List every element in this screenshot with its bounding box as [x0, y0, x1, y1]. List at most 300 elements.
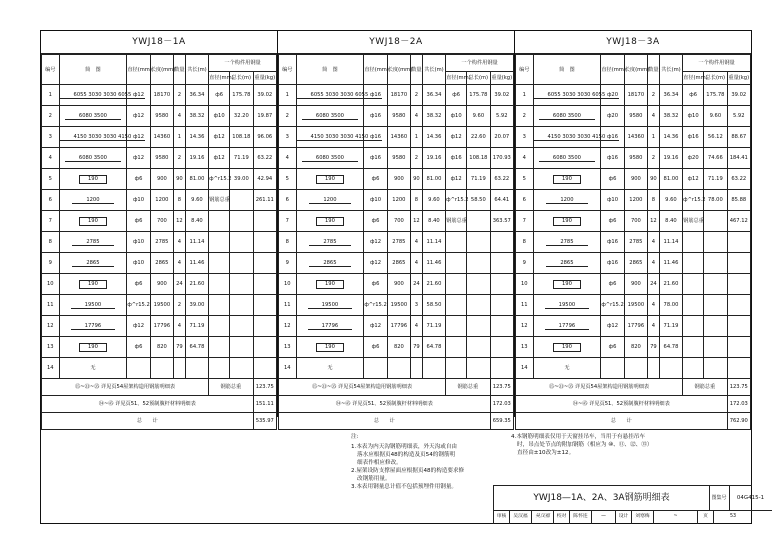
panel-title: YWJ18－2A: [278, 31, 514, 54]
rebar-sketch: 4150 3030 3030 4150: [297, 134, 383, 141]
cell-group-len: 71.19: [230, 148, 253, 169]
cell-sketch: [533, 316, 601, 337]
col-header: 长度(mm): [387, 55, 410, 85]
cell-group-dia: [209, 253, 230, 274]
rebar-sketch: 190: [553, 280, 581, 289]
foot-label: 钢筋总重: [446, 379, 490, 396]
cell-group-len: 9.60: [467, 106, 490, 127]
note-line: 时，吊点处节点的附加钢筋（相应为 ⑩、⑪、⑫、⑬）: [517, 442, 653, 448]
rebar-sketch: 2785: [72, 239, 113, 246]
cell-group-len: 32.20: [230, 106, 253, 127]
rebar-sketch: 2865: [309, 260, 350, 267]
cell-group-len: [467, 211, 490, 232]
cell-len: 900: [387, 169, 410, 190]
cell-sketch: [59, 253, 127, 274]
sig-name: 刘寒梅: [632, 510, 654, 524]
table-row: [516, 274, 751, 295]
rebar-sketch: 2865: [546, 260, 587, 267]
cell-len: 9580: [624, 148, 647, 169]
rebar-sketch: 190: [79, 217, 107, 226]
cell-sketch: [296, 169, 364, 190]
cell-len: 14360: [150, 127, 173, 148]
cell-no: 2: [516, 106, 534, 127]
cell-num: 4: [411, 253, 423, 274]
cell-group-wt: 20.07: [490, 127, 513, 148]
rebar-sketch: 6055 3030 3030 6055: [534, 92, 620, 99]
note-line: 3.本表用钢量总计值不包括预埋件用钢量。: [351, 484, 458, 490]
table-row: [516, 127, 751, 148]
cell-no: 13: [279, 337, 297, 358]
cell-group-dia: [209, 295, 230, 316]
cell-sketch: [59, 295, 127, 316]
note-line: 1.本表为内天沟钢筋明细表，外天沟或自由: [351, 444, 458, 450]
cell-group-dia: ф^r15.2: [209, 169, 230, 190]
cell-no: 5: [42, 169, 60, 190]
cell-group-dia: ф^r15.2: [683, 190, 704, 211]
rebar-sketch: 190: [316, 217, 344, 226]
cell-group-dia: [683, 316, 704, 337]
cell-dia: ф^r15.2: [601, 295, 624, 316]
cell-group-wt: [253, 316, 276, 337]
cell-group-len: 22.60: [467, 127, 490, 148]
cell-num: 4: [648, 316, 660, 337]
note-line: 直径由±10改为±12。: [517, 450, 575, 456]
col-header-group: 一个构件用钢量: [209, 55, 277, 72]
col-header: 长度(mm): [150, 55, 173, 85]
cell-len: [150, 358, 173, 379]
total-value: 659.35: [490, 413, 513, 430]
table-row: [42, 337, 277, 358]
cell-group-dia: [209, 337, 230, 358]
cell-sketch: [59, 169, 127, 190]
cell-group-dia: 钢筋总重: [209, 190, 230, 211]
rebar-sketch: 190: [553, 217, 581, 226]
col-header: 数量: [411, 55, 423, 85]
table-row: [42, 190, 277, 211]
col-header: 共长(m): [422, 55, 445, 85]
cell-no: 13: [516, 337, 534, 358]
cell-group-len: [467, 232, 490, 253]
cell-no: 13: [42, 337, 60, 358]
total-label: 总 计: [42, 413, 254, 430]
cell-no: 1: [42, 85, 60, 106]
cell-len: 1200: [624, 190, 647, 211]
cell-group-wt: 5.92: [490, 106, 513, 127]
cell-total: 64.78: [185, 337, 208, 358]
cell-num: 79: [174, 337, 186, 358]
sig-name: 陈怀连: [570, 510, 592, 524]
cell-no: 8: [279, 232, 297, 253]
page-number: 53: [729, 514, 737, 519]
table-row: [279, 106, 514, 127]
cell-group-wt: [490, 358, 513, 379]
cell-sketch: [59, 106, 127, 127]
rebar-sketch: 6055 3030 3030 6055: [60, 92, 146, 99]
rebar-sketch: 6080 3500: [65, 113, 121, 120]
col-header: 直径(mm): [209, 72, 230, 85]
cell-len: 700: [150, 211, 173, 232]
rebar-sketch: 190: [553, 343, 581, 352]
cell-len: 2785: [150, 232, 173, 253]
cell-group-len: 58.50: [467, 190, 490, 211]
cell-group-len: 175.78: [704, 85, 727, 106]
cell-num: 12: [411, 211, 423, 232]
cell-dia: ф12: [127, 148, 150, 169]
cell-group-wt: [490, 337, 513, 358]
cell-num: 4: [174, 106, 186, 127]
cell-group-dia: ф6: [446, 85, 467, 106]
cell-len: 17796: [387, 316, 410, 337]
cell-num: 4: [174, 316, 186, 337]
col-header: 直径(mm): [127, 55, 150, 85]
cell-sketch: [296, 274, 364, 295]
drawing-title: YWJ18—1A、2A、3A钢筋明细表: [494, 486, 710, 511]
note-line: 落水应根据页48的构造及页54的钢筋明: [357, 452, 456, 458]
table-row: [42, 295, 277, 316]
cell-group-len: 175.78: [467, 85, 490, 106]
cell-group-wt: 63.22: [490, 169, 513, 190]
cell-sketch: [59, 211, 127, 232]
cell-total: 71.19: [185, 316, 208, 337]
cell-dia: ф10: [364, 190, 387, 211]
cell-group-len: 175.78: [230, 85, 253, 106]
table-row: [516, 337, 751, 358]
cell-num: 4: [648, 295, 660, 316]
cell-num: [648, 358, 660, 379]
cell-total: 81.00: [185, 169, 208, 190]
cell-group-wt: 19.87: [253, 106, 276, 127]
note-line: 改钢筋用量。: [357, 476, 391, 482]
rebar-sketch: 17796: [308, 323, 353, 330]
table-row: [279, 253, 514, 274]
cell-group-dia: ф10: [209, 106, 230, 127]
cell-sketch: [533, 358, 601, 379]
cell-group-len: [467, 337, 490, 358]
cell-total: [659, 358, 682, 379]
cell-sketch: [296, 127, 369, 148]
col-header: 编号: [42, 55, 60, 85]
signature: ~: [654, 510, 698, 524]
cell-group-dia: ф12: [446, 169, 467, 190]
cell-dia: ф16: [601, 127, 624, 148]
table-row: [279, 169, 514, 190]
cell-group-dia: ф20: [683, 148, 704, 169]
cell-group-dia: [683, 295, 704, 316]
cell-group-dia: [209, 211, 230, 232]
cell-num: 2: [174, 148, 186, 169]
cell-num: 24: [648, 274, 660, 295]
cell-len: 2785: [624, 232, 647, 253]
cell-total: 38.32: [659, 106, 682, 127]
cell-group-len: 71.19: [467, 169, 490, 190]
table-row: [42, 211, 277, 232]
cell-group-wt: [727, 295, 750, 316]
cell-total: 81.00: [659, 169, 682, 190]
cell-len: 14360: [624, 127, 647, 148]
cell-group-wt: [727, 253, 750, 274]
table-row: [516, 190, 751, 211]
cell-no: 9: [42, 253, 60, 274]
col-header-group: 一个构件用钢量: [683, 55, 751, 72]
cell-dia: ф12: [127, 85, 150, 106]
cell-len: 19500: [387, 295, 410, 316]
cell-total: 9.60: [422, 190, 445, 211]
cell-group-len: [704, 295, 727, 316]
rebar-sketch: 无: [90, 365, 96, 371]
rebar-sketch: 4150 3030 3030 4150: [60, 134, 146, 141]
notes-heading: 注:: [351, 434, 359, 440]
cell-group-dia: [446, 337, 467, 358]
cell-total: 11.46: [659, 253, 682, 274]
cell-no: 5: [279, 169, 297, 190]
cell-group-wt: 170.93: [490, 148, 513, 169]
cell-sketch: [533, 253, 601, 274]
cell-total: 21.60: [422, 274, 445, 295]
cell-total: 11.14: [659, 232, 682, 253]
footnote-1: ⑮~㉝~㉟ 详见页54屋架构造用钢筋明细表: [42, 379, 209, 396]
cell-no: 12: [279, 316, 297, 337]
cell-len: 9580: [150, 106, 173, 127]
cell-total: 21.60: [185, 274, 208, 295]
cell-dia: [364, 358, 387, 379]
cell-dia: ф10: [601, 190, 624, 211]
table-row: [279, 190, 514, 211]
cell-num: 4: [411, 106, 423, 127]
cell-sketch: [296, 85, 369, 106]
cell-num: 1: [174, 127, 186, 148]
cell-group-len: [467, 295, 490, 316]
cell-total: 19.16: [659, 148, 682, 169]
col-header: 直径(mm): [446, 72, 467, 85]
table-row: [42, 106, 277, 127]
rebar-sketch: 1200: [309, 197, 350, 204]
cell-total: 58.50: [422, 295, 445, 316]
cell-group-wt: [253, 295, 276, 316]
cell-len: 2865: [624, 253, 647, 274]
cell-len: 18170: [387, 85, 410, 106]
cell-no: 14: [279, 358, 297, 379]
cell-group-dia: ф12: [209, 148, 230, 169]
cell-num: 12: [648, 211, 660, 232]
col-header: 简 图: [59, 55, 127, 85]
cell-group-wt: 63.22: [727, 169, 750, 190]
cell-group-len: [230, 211, 253, 232]
col-header: 编号: [279, 55, 297, 85]
table-row: [279, 148, 514, 169]
cell-no: 3: [516, 127, 534, 148]
cell-len: 900: [150, 274, 173, 295]
cell-num: 2: [411, 148, 423, 169]
cell-len: 820: [150, 337, 173, 358]
total-value: 535.97: [253, 413, 276, 430]
cell-sketch: [533, 337, 601, 358]
table-row: [279, 85, 514, 106]
cell-total: 9.60: [185, 190, 208, 211]
cell-len: 820: [387, 337, 410, 358]
cell-len: 19500: [150, 295, 173, 316]
cell-group-dia: [446, 232, 467, 253]
cell-dia: ф12: [364, 316, 387, 337]
foot-value: 123.75: [490, 379, 513, 396]
cell-sketch: [296, 337, 364, 358]
cell-group-len: [704, 232, 727, 253]
table-row: [516, 85, 751, 106]
table-row: [279, 295, 514, 316]
cell-group-dia: ф6: [683, 85, 704, 106]
cell-group-len: 56.12: [704, 127, 727, 148]
cell-no: 4: [516, 148, 534, 169]
footnote-1: ⑮~㉝~㉟ 详见页54屋架构造用钢筋明细表: [516, 379, 683, 396]
cell-total: 21.60: [659, 274, 682, 295]
cell-group-dia: ф10: [446, 106, 467, 127]
cell-no: 9: [279, 253, 297, 274]
cell-group-wt: [490, 232, 513, 253]
cell-num: 79: [411, 337, 423, 358]
note-line: 细表作相应修改。: [357, 460, 402, 466]
cell-num: 4: [174, 232, 186, 253]
atlas-number: 04G415-1: [729, 486, 772, 511]
foot-value: 172.03: [490, 396, 513, 413]
signature: 吴汉福: [532, 510, 554, 524]
cell-len: 900: [150, 169, 173, 190]
cell-dia: ф10: [127, 232, 150, 253]
table-row: [42, 85, 277, 106]
cell-dia: ф16: [364, 148, 387, 169]
col-header: 重量(kg): [727, 72, 750, 85]
cell-total: 8.40: [185, 211, 208, 232]
cell-group-dia: ф^r15.2: [446, 190, 467, 211]
cell-len: 700: [387, 211, 410, 232]
cell-group-dia: ф12: [209, 127, 230, 148]
cell-len: 900: [624, 169, 647, 190]
footnote-2: ㉞~㊺ 详见页51、52预制腹杆材料明细表: [42, 396, 254, 413]
panel-title: YWJ18－1A: [41, 31, 277, 54]
cell-group-wt: [727, 232, 750, 253]
cell-group-wt: [727, 316, 750, 337]
cell-len: 9580: [150, 148, 173, 169]
cell-total: [422, 358, 445, 379]
cell-sketch: [533, 85, 606, 106]
cell-no: 6: [279, 190, 297, 211]
table-row: [279, 274, 514, 295]
cell-no: 14: [42, 358, 60, 379]
cell-len: 2865: [150, 253, 173, 274]
cell-no: 10: [42, 274, 60, 295]
foot-value: 151.11: [253, 396, 276, 413]
rebar-sketch: 无: [564, 365, 570, 371]
cell-dia: ф10: [127, 253, 150, 274]
rebar-sketch: 17796: [71, 323, 116, 330]
cell-group-wt: 39.02: [253, 85, 276, 106]
cell-dia: ф6: [364, 169, 387, 190]
cell-total: 81.00: [422, 169, 445, 190]
cell-total: 39.00: [185, 295, 208, 316]
footnote-2: ㉞~㊺ 详见页51、52预制腹杆材料明细表: [516, 396, 728, 413]
cell-num: 12: [174, 211, 186, 232]
table-row: [42, 232, 277, 253]
cell-num: 1: [411, 127, 423, 148]
cell-sketch: [59, 148, 127, 169]
cell-dia: ф12: [364, 253, 387, 274]
rebar-sketch: 190: [79, 343, 107, 352]
cell-num: 4: [648, 106, 660, 127]
rebar-sketch: 190: [79, 280, 107, 289]
cell-no: 11: [516, 295, 534, 316]
cell-group-dia: [683, 274, 704, 295]
cell-total: 8.40: [422, 211, 445, 232]
cell-sketch: [296, 295, 364, 316]
cell-group-wt: [490, 316, 513, 337]
cell-group-wt: 42.94: [253, 169, 276, 190]
cell-dia: ф16: [364, 127, 387, 148]
cell-len: 18170: [624, 85, 647, 106]
cell-sketch: [533, 106, 601, 127]
sig-label: 审核: [494, 510, 510, 524]
cell-no: 14: [516, 358, 534, 379]
cell-group-dia: [209, 358, 230, 379]
cell-group-dia: 钢筋总重: [683, 211, 704, 232]
cell-group-dia: [683, 232, 704, 253]
cell-sketch: [533, 148, 601, 169]
cell-sketch: [533, 274, 601, 295]
cell-no: 7: [516, 211, 534, 232]
cell-sketch: [59, 127, 132, 148]
cell-no: 8: [42, 232, 60, 253]
table-row: [42, 169, 277, 190]
cell-len: 9580: [387, 106, 410, 127]
cell-no: 7: [42, 211, 60, 232]
cell-group-wt: 261.11: [253, 190, 276, 211]
col-header: 直径(mm): [601, 55, 624, 85]
cell-dia: ф12: [601, 316, 624, 337]
rebar-sketch: 190: [316, 175, 344, 184]
rebar-sketch: 2785: [309, 239, 350, 246]
cell-sketch: [59, 232, 127, 253]
cell-len: [624, 358, 647, 379]
cell-group-wt: [253, 211, 276, 232]
rebar-table: [41, 54, 277, 430]
cell-no: 2: [279, 106, 297, 127]
col-header: 重量(kg): [490, 72, 513, 85]
cell-sketch: [59, 190, 127, 211]
cell-dia: ф6: [601, 211, 624, 232]
foot-value: 123.75: [253, 379, 276, 396]
cell-group-len: [704, 358, 727, 379]
cell-total: [185, 358, 208, 379]
rebar-sketch: 6055 3030 3030 6055: [297, 92, 383, 99]
cell-no: 7: [279, 211, 297, 232]
cell-group-dia: ф10: [683, 106, 704, 127]
cell-group-dia: [683, 358, 704, 379]
table-row: [42, 127, 277, 148]
rebar-sketch: 无: [327, 365, 333, 371]
rebar-sketch: 190: [316, 343, 344, 352]
cell-group-len: [230, 337, 253, 358]
cell-no: 9: [516, 253, 534, 274]
cell-sketch: [533, 190, 601, 211]
cell-dia: ф6: [127, 337, 150, 358]
sig-name: 吴汉福: [510, 510, 532, 524]
cell-total: 64.78: [422, 337, 445, 358]
rebar-sketch: 17796: [545, 323, 590, 330]
cell-sketch: [296, 253, 364, 274]
cell-num: 8: [648, 190, 660, 211]
cell-num: 8: [174, 190, 186, 211]
cell-group-len: [230, 253, 253, 274]
cell-group-len: [230, 316, 253, 337]
cell-group-len: 39.00: [230, 169, 253, 190]
col-header: 共长(m): [659, 55, 682, 85]
